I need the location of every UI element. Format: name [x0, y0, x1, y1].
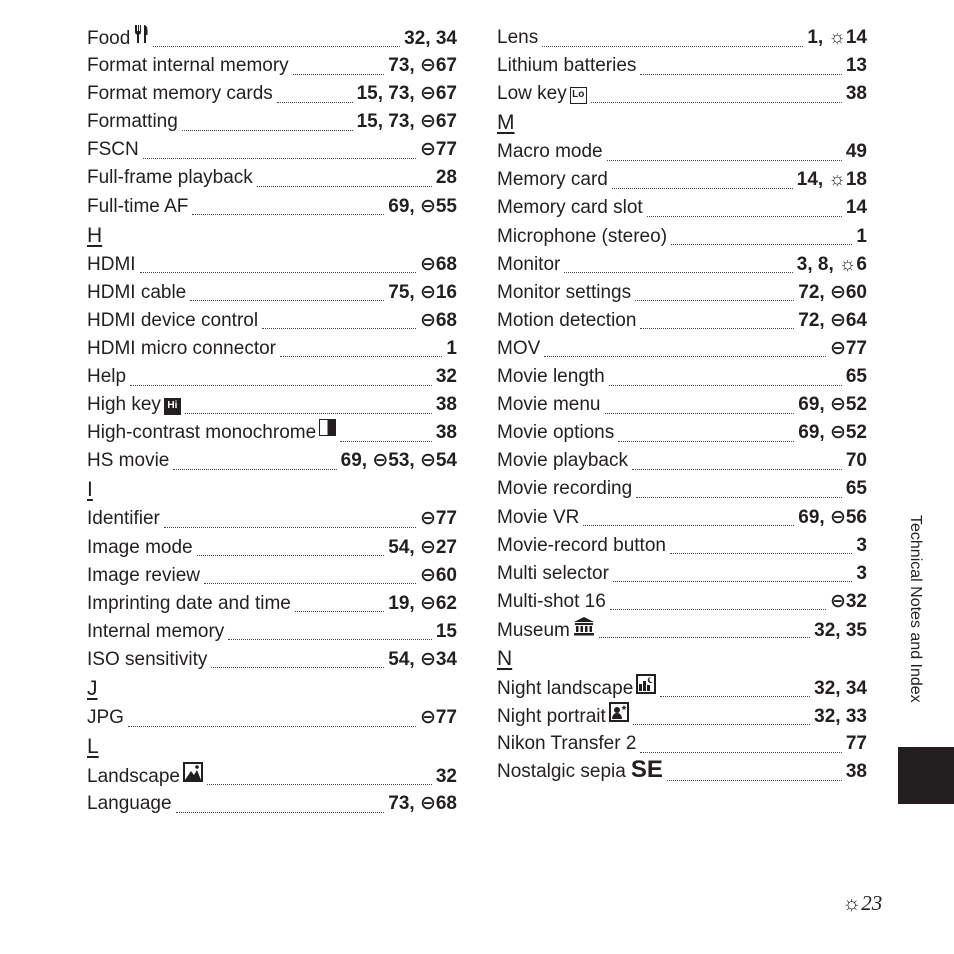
index-entry-term: Lens: [497, 27, 539, 48]
sepia-icon: SE: [630, 756, 663, 784]
monochrome-icon: [319, 419, 336, 436]
index-entry-pages: 77: [845, 733, 867, 755]
index-entry-term: Multi-shot 16: [497, 590, 606, 612]
index-letter-heading: L: [87, 735, 99, 759]
dot-leader: [612, 188, 793, 189]
index-entry: [87, 419, 457, 447]
index-entry-term: Night landscape: [497, 677, 634, 699]
index-entry: [87, 80, 457, 108]
index-entry-pages: 70: [845, 450, 867, 472]
museum-icon: [573, 616, 595, 636]
night-landscape-icon: [636, 674, 656, 694]
index-entry-pages: 14: [845, 197, 867, 219]
index-entry-term: Help: [87, 366, 127, 388]
dot-leader: [340, 441, 432, 442]
index-entry-term: Food: [87, 28, 131, 49]
index-entry: [87, 251, 457, 279]
index-entry-term: Memory card slot: [497, 197, 643, 219]
dot-leader: [613, 581, 853, 582]
index-entry-pages: 32, 34: [404, 28, 457, 49]
dot-leader: [130, 385, 432, 386]
index-entry-pages: 28: [435, 167, 457, 189]
index-entry: [87, 335, 457, 363]
index-entry-term: HDMI device control: [87, 309, 259, 331]
index-column-right: [497, 24, 867, 786]
index-entry-term: Nostalgic sepia: [497, 761, 626, 783]
index-entry: [87, 193, 457, 221]
dot-leader: [640, 328, 794, 329]
index-entry: [497, 307, 867, 335]
index-entry-pages: 38: [845, 83, 867, 105]
dot-leader: [128, 726, 416, 727]
index-entry: [87, 108, 457, 136]
index-entry-pages: 73, ⊖67: [388, 55, 457, 77]
dot-leader: [228, 639, 432, 640]
dot-leader: [671, 244, 852, 245]
index-letter-heading: H: [87, 223, 103, 247]
index-entry-pages: 14, ☼18: [796, 169, 867, 191]
index-entry: [87, 618, 457, 646]
index-entry: [87, 762, 457, 790]
index-entry-pages: 1: [446, 337, 457, 359]
index-entry-term: MOV: [497, 337, 541, 359]
index-entry-pages: 38: [845, 761, 867, 783]
index-entry: [497, 730, 867, 758]
index-entry-pages: 3, 8, ☼6: [796, 253, 867, 275]
index-entry-term: Motion detection: [497, 309, 637, 331]
dot-leader: [605, 413, 795, 414]
dot-leader: [173, 469, 336, 470]
index-entry-pages: ⊖32: [829, 590, 867, 612]
index-entry: [497, 223, 867, 251]
index-entry-pages: 32: [435, 766, 457, 788]
index-entry-pages: 19, ⊖62: [388, 592, 457, 614]
index-entry: [497, 560, 867, 588]
index-entry: [497, 616, 867, 644]
dot-leader: [618, 441, 794, 442]
index-entry-pages: ⊖68: [419, 309, 457, 331]
dot-leader: [190, 300, 384, 301]
landscape-icon: [183, 762, 203, 782]
index-entry-term: FSCN: [87, 139, 139, 161]
index-entry-term: Microphone (stereo): [497, 225, 668, 247]
index-entry: [87, 363, 457, 391]
index-letter-heading: J: [87, 676, 98, 700]
index-entry-term: Memory card: [497, 169, 608, 191]
section-tab-marker: [898, 747, 954, 804]
dot-leader: [542, 46, 803, 47]
index-entry-pages: 65: [845, 366, 867, 388]
index-entry: [87, 646, 457, 674]
index-entry-pages: 54, ⊖34: [388, 648, 457, 670]
dot-leader: [185, 413, 432, 414]
index-entry-pages: 49: [845, 141, 867, 163]
index-entry-pages: 69, ⊖53, ⊖54: [340, 450, 457, 472]
index-entry-pages: 73, ⊖68: [388, 793, 457, 815]
index-entry-term: Museum: [497, 619, 570, 641]
dot-leader: [647, 216, 842, 217]
dot-leader: [632, 469, 842, 470]
index-entry-pages: 32, 33: [814, 706, 867, 728]
index-entry-pages: ⊖77: [419, 508, 457, 530]
index-entry: [87, 279, 457, 307]
index-entry: [497, 251, 867, 279]
low-key-icon: Lo: [570, 87, 587, 104]
dot-leader: [293, 74, 385, 75]
dot-leader: [636, 497, 842, 498]
index-entry-term: Full-time AF: [87, 195, 189, 217]
index-entry: [87, 307, 457, 335]
index-entry-term: HDMI micro connector: [87, 337, 276, 359]
index-entry: [497, 138, 867, 166]
index-entry: [87, 562, 457, 590]
index-entry-term: Image review: [87, 564, 200, 586]
dot-leader: [140, 272, 416, 273]
index-entry: [497, 194, 867, 222]
dot-leader: [153, 46, 400, 47]
index-entry: [87, 590, 457, 618]
index-entry: [497, 504, 867, 532]
dot-leader: [633, 724, 810, 725]
index-entry: [87, 505, 457, 533]
dot-leader: [192, 214, 384, 215]
index-entry: [497, 419, 867, 447]
index-entry: [497, 758, 867, 786]
dot-leader: [670, 553, 852, 554]
index-entry-term: Movie options: [497, 422, 615, 444]
dot-leader: [660, 696, 810, 697]
index-entry-pages: ⊖77: [419, 706, 457, 728]
page-number: ☼23: [842, 891, 883, 915]
dot-leader: [583, 525, 794, 526]
index-entry-pages: 1, ☼14: [807, 27, 867, 48]
index-entry-pages: 15: [435, 620, 457, 642]
index-entry: [497, 475, 867, 503]
dot-leader: [610, 609, 826, 610]
index-entry-term: Format memory cards: [87, 83, 273, 105]
dot-leader: [544, 356, 826, 357]
index-entry: [87, 534, 457, 562]
index-letter-heading: I: [87, 478, 93, 502]
dot-leader: [564, 272, 792, 273]
index-entry-term: HDMI cable: [87, 281, 187, 303]
index-entry-term: Imprinting date and time: [87, 592, 291, 614]
food-icon: [133, 24, 149, 44]
dot-leader: [609, 385, 842, 386]
index-entry-term: HS movie: [87, 450, 170, 472]
index-entry: [497, 24, 867, 52]
index-entry: [87, 704, 457, 732]
index-entry-pages: 75, ⊖16: [388, 281, 457, 303]
index-entry-pages: 69, ⊖52: [798, 422, 867, 444]
index-entry-term: Internal memory: [87, 620, 225, 642]
index-entry-pages: 69, ⊖55: [388, 195, 457, 217]
dot-leader: [607, 160, 842, 161]
index-entry: [497, 391, 867, 419]
index-entry: [497, 80, 867, 108]
index-entry-term: ISO sensitivity: [87, 648, 208, 670]
dot-leader: [182, 130, 353, 131]
index-entry: [87, 136, 457, 164]
index-entry: [497, 335, 867, 363]
index-entry-term: Language: [87, 793, 172, 815]
index-entry: [497, 363, 867, 391]
index-entry-term: Identifier: [87, 508, 160, 530]
index-entry-pages: 69, ⊖52: [798, 394, 867, 416]
index-entry: [87, 52, 457, 80]
dot-leader: [295, 611, 384, 612]
dot-leader: [667, 780, 842, 781]
index-entry-term: Format internal memory: [87, 55, 289, 77]
dot-leader: [257, 186, 432, 187]
index-entry-pages: ⊖60: [419, 564, 457, 586]
index-entry-term: Movie VR: [497, 506, 580, 528]
index-entry-pages: ⊖68: [419, 253, 457, 275]
index-entry: [497, 674, 867, 702]
index-entry-term: Movie playback: [497, 450, 628, 472]
index-entry: [497, 702, 867, 730]
dot-leader: [176, 812, 385, 813]
dot-leader: [599, 637, 810, 638]
index-entry-pages: ⊖77: [829, 337, 867, 359]
dot-leader: [143, 158, 416, 159]
index-entry: [497, 166, 867, 194]
index-entry-term: JPG: [87, 706, 124, 728]
dot-leader: [591, 102, 842, 103]
index-entry-term: High-contrast monochrome: [87, 422, 317, 444]
index-entry-term: Full-frame playback: [87, 167, 253, 189]
index-entry-term: Image mode: [87, 536, 193, 558]
dot-leader: [277, 102, 353, 103]
night-portrait-icon: [609, 702, 629, 722]
dot-leader: [211, 667, 384, 668]
index-entry-pages: 13: [845, 55, 867, 77]
index-entry: [87, 391, 457, 419]
dot-leader: [280, 356, 442, 357]
index-entry: [497, 52, 867, 80]
index-entry: [497, 588, 867, 616]
index-entry: [87, 790, 457, 818]
index-entry-term: Monitor settings: [497, 281, 632, 303]
index-entry-pages: ⊖77: [419, 139, 457, 161]
section-side-label: Technical Notes and Index: [907, 515, 924, 703]
index-entry-term: Macro mode: [497, 141, 603, 163]
index-entry-pages: 38: [435, 394, 457, 416]
dot-leader: [204, 583, 416, 584]
index-entry-term: Night portrait: [497, 706, 606, 728]
index-entry-term: Lithium batteries: [497, 55, 637, 77]
index-entry-term: Movie menu: [497, 394, 601, 416]
index-entry-pages: 65: [845, 478, 867, 500]
index-column-left: [87, 24, 457, 818]
dot-leader: [635, 300, 794, 301]
index-entry-term: Movie length: [497, 366, 605, 388]
dot-leader: [640, 74, 841, 75]
dot-leader: [262, 328, 416, 329]
index-entry: [497, 532, 867, 560]
index-entry-pages: 32, 35: [814, 619, 867, 641]
dot-leader: [207, 784, 432, 785]
dot-leader: [197, 555, 385, 556]
index-entry-term: Nikon Transfer 2: [497, 733, 637, 755]
index-entry-term: Multi selector: [497, 562, 609, 584]
index-entry: [87, 447, 457, 475]
index-entry: [87, 24, 457, 52]
index-entry: [87, 164, 457, 192]
index-entry-pages: 3: [856, 562, 867, 584]
index-entry-pages: 54, ⊖27: [388, 536, 457, 558]
index-entry: [497, 279, 867, 307]
index-entry-pages: 38: [435, 422, 457, 444]
index-entry-term: Formatting: [87, 111, 178, 133]
index-entry-term: Movie recording: [497, 478, 633, 500]
index-entry-term: Monitor: [497, 253, 561, 275]
index-letter-heading: N: [497, 646, 513, 670]
dot-leader: [640, 752, 841, 753]
index-entry-pages: 69, ⊖56: [798, 506, 867, 528]
index-entry-term: Low key: [497, 83, 567, 105]
index-entry: [497, 447, 867, 475]
high-key-icon: Hi: [164, 398, 181, 415]
index-entry-pages: 3: [856, 534, 867, 556]
index-entry-pages: 72, ⊖60: [798, 281, 867, 303]
index-entry-term: High key: [87, 394, 161, 416]
dot-leader: [164, 527, 416, 528]
index-entry-term: Movie-record button: [497, 534, 666, 556]
index-entry-term: HDMI: [87, 253, 136, 275]
index-entry-pages: 15, 73, ⊖67: [356, 111, 457, 133]
index-entry-pages: 15, 73, ⊖67: [356, 83, 457, 105]
index-entry-pages: 32, 34: [814, 677, 867, 699]
index-entry-pages: 32: [435, 366, 457, 388]
index-entry-pages: 72, ⊖64: [798, 309, 867, 331]
index-letter-heading: M: [497, 111, 515, 135]
index-entry-pages: 1: [856, 225, 867, 247]
index-entry-term: Landscape: [87, 766, 180, 788]
